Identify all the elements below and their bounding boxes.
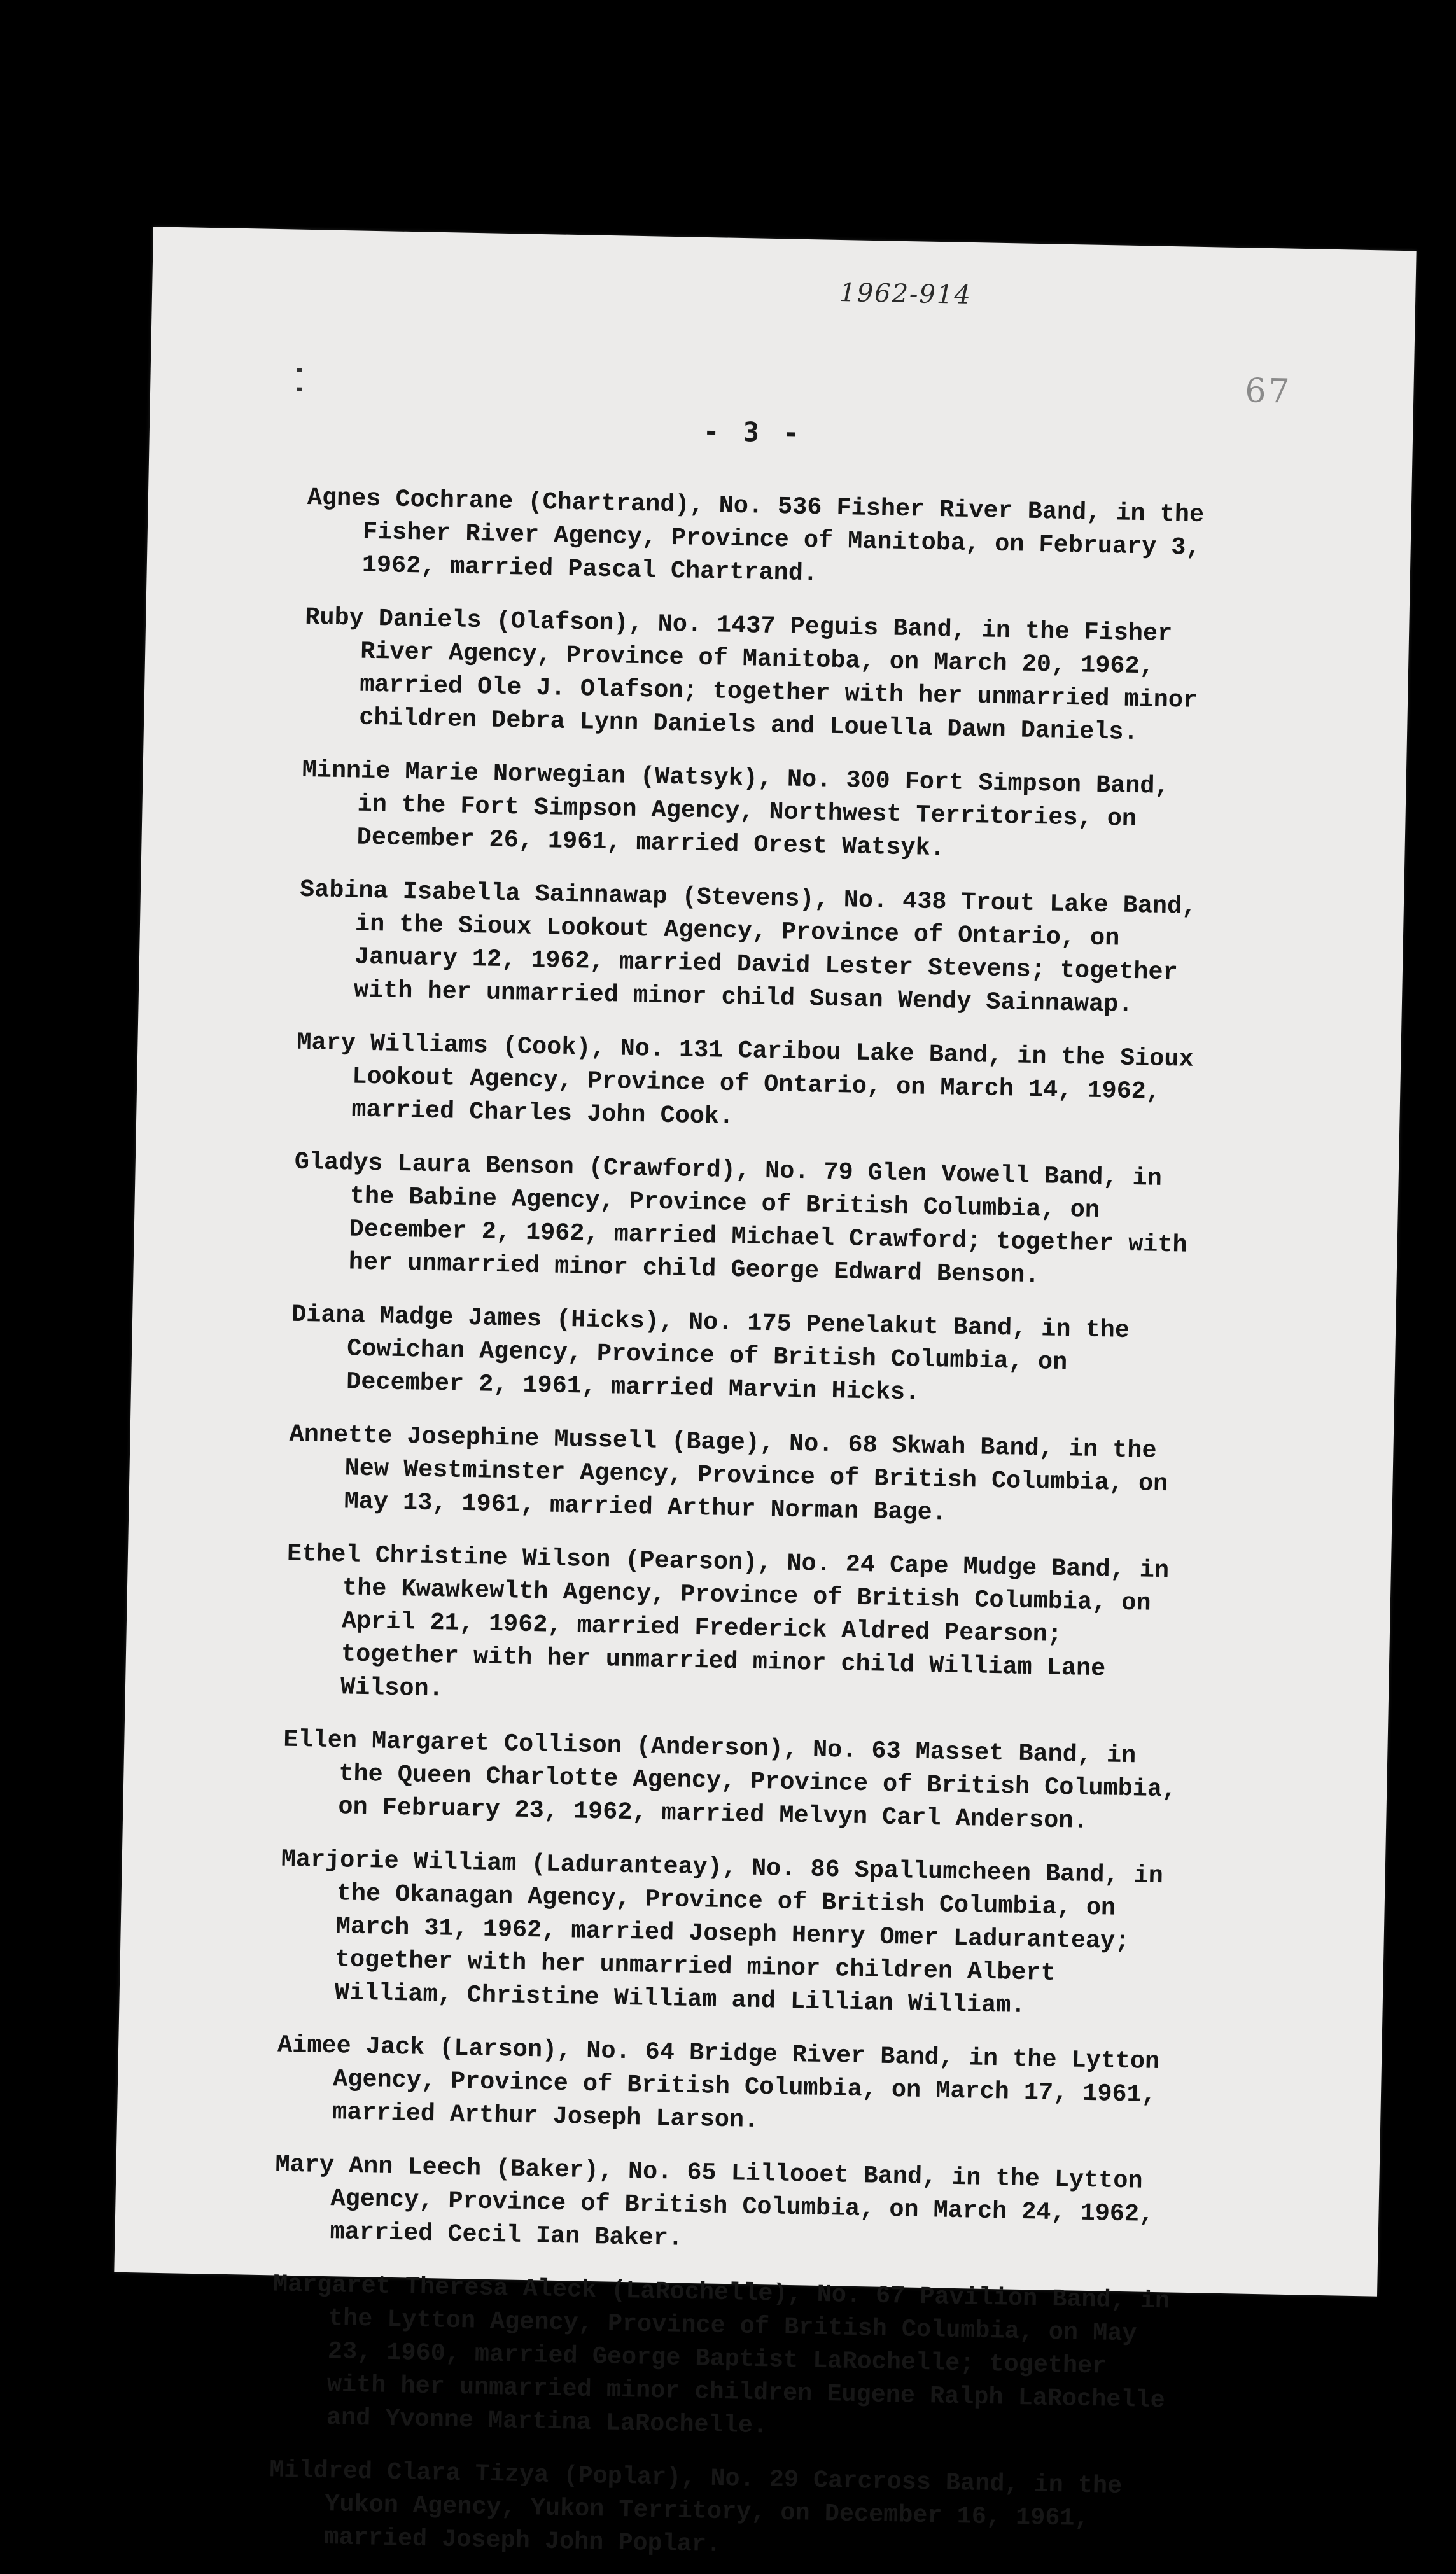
entry: Marjorie William (Laduranteay), No. 86 Spallumcheen Band, in the Okanagan Agency, Province of British Columbia, on March 31, 1962, married Joseph Henry Omer Laduranteay; together with her unmarried minor children Albert William, Christine William and Lillian William. [281,1845,1164,2020]
entry: Mary Williams (Cook), No. 131 Caribou Lake Band, in the Sioux Lookout Agency, Province of Ontario, on March 14, 1962, married Charles John Cook. [297,1028,1194,1131]
entry: Annette Josephine Mussell (Bage), No. 68 Skwah Band, in the New Westminster Agency, Province of British Columbia, on May 13, 1961, married Arthur Norman Bage. [289,1420,1168,1527]
entry: Mildred Clara Tizya (Poplar), No. 29 Carcross Band, in the Yukon Agency, Yukon Territory, on December 16, 1961, married Joseph John Poplar. [269,2456,1123,2559]
entry: Mary Ann Leech (Baker), No. 65 Lillooet Band, in the Lytton Agency, Province of British Columbia, on March 24, 1962, married Cecil Ian Baker. [275,2150,1154,2253]
page-number: - 3 - [703,415,803,449]
entry: Aimee Jack (Larson), No. 64 Bridge River Band, in the Lytton Agency, Province of British Columbia, on March 17, 1961, married Arthur Joseph Larson. [277,2031,1160,2135]
entry: Gladys Laura Benson (Crawford), No. 79 Glen Vowell Band, in the Babine Agency, Province of British Columbia, on December 2, 1962, married Michael Crawford; together with her unmarried minor child George Edward Benson. [294,1147,1187,1290]
margin-mark [297,388,302,391]
entry: Ethel Christine Wilson (Pearson), No. 24 Cape Mudge Band, in the Kwawkewlth Agency, Province of British Columbia, on April 21, 1962, married Frederick Aldred Pearson; together with her unmarried minor child William Lane Wilson. [286,1539,1170,1703]
document-page [114,227,1416,2559]
entry: Minnie Marie Norwegian (Watsyk), No. 300 Fort Simpson Band, in the Fort Simpson Agency, Northwest Territories, on December 26, 1961, married Orest Watsyk. [302,755,1170,863]
entry: Margaret Theresa Aleck (LaRochelle), No. 67 Pavilion Band, in the Lytton Agency, Province of British Columbia, on May 23, 1960, married George Baptist LaRochelle; together with her unmarried minor children Eugene Ralph LaRochelle and Yvonne Martina LaRochelle. [272,2270,1170,2440]
entry: Diana Madge James (Hicks), No. 175 Penelakut Band, in the Cowichan Agency, Province of British Columbia, on December 2, 1961, married Marvin Hicks. [291,1300,1130,1407]
entry: Sabina Isabella Sainnawap (Stevens), No. 438 Trout Lake Band, in the Sioux Lookout Agency, Province of Ontario, on January 12, 1962, married David Lester Stevens; together with her unmarried minor child Susan Wendy Sainnawap. [299,875,1197,1019]
entry: Ellen Margaret Collison (Anderson), No. 63 Masset Band, in the Queen Charlotte Agency, Province of British Columbia, on February 23, 1962, married Melvyn Carl Anderson. [283,1725,1177,1835]
entry-list [268,481,1211,2570]
entry: Ruby Daniels (Olafson), No. 1437 Peguis Band, in the Fisher River Agency, Province of Manitoba, on March 20, 1962, married Ole J. Olafson; together with her unmarried minor children Debra Lynn Daniels and Louella Dawn Daniels. [304,603,1198,747]
margin-mark [297,368,302,372]
handwritten-file-number: 1962-914 [839,277,972,310]
entry: Agnes Cochrane (Chartrand), No. 536 Fisher River Band, in the Fisher River Agency, Province of Manitoba, on February 3, 1962, married Pascal Chartrand. [307,483,1205,588]
stamped-page-number: 67 [1244,372,1293,411]
